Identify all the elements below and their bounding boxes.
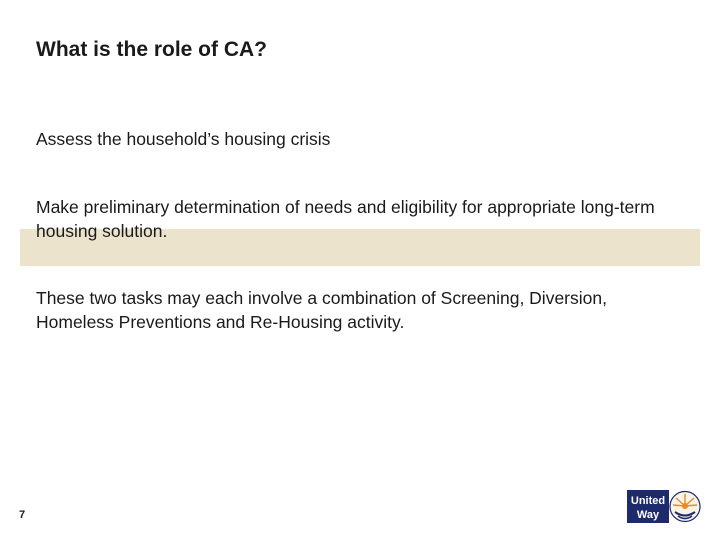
logo-text-united: United bbox=[630, 495, 666, 507]
bullet-tasks-combination: These two tasks may each involve a combination of Screening, Diversion, Homeless Preventions and Re-Housing activity. bbox=[36, 288, 607, 332]
united-way-logo-icon bbox=[627, 490, 701, 523]
slide-title: What is the role of CA? bbox=[36, 38, 267, 61]
bullet-assess-housing-crisis: Assess the household’s housing crisis bbox=[36, 129, 331, 149]
page-number: 7 bbox=[19, 509, 26, 521]
bullet-preliminary-determination: Make preliminary determination of needs and eligibility for appropriate long-term housing solution. bbox=[36, 197, 655, 241]
logo-text-way: Way bbox=[636, 509, 660, 521]
